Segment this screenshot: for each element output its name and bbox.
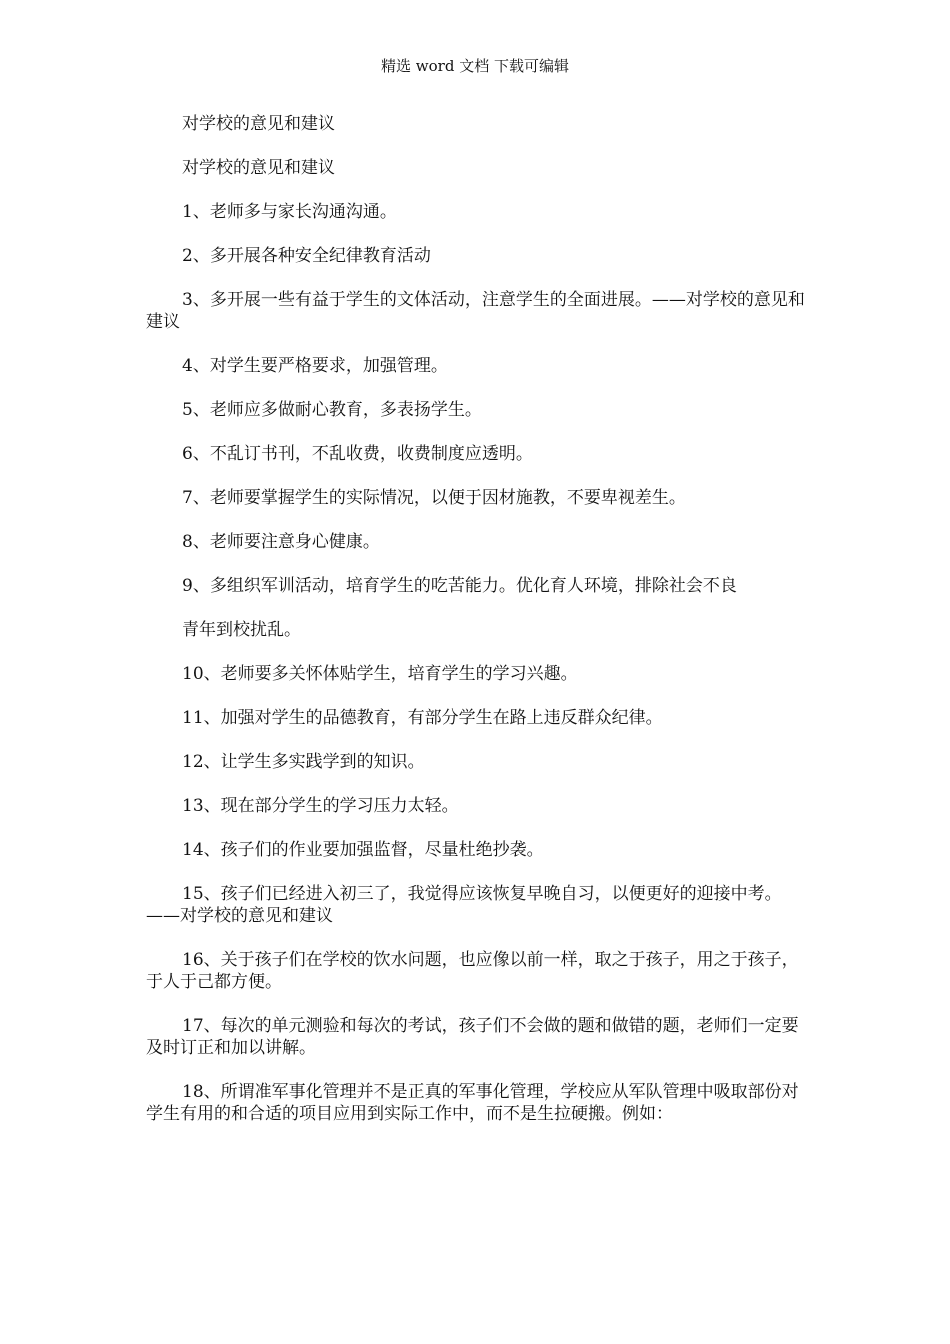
document-body: [146, 113, 806, 1147]
paragraph-5: 5、老师应多做耐心教育，多表扬学生。: [182, 400, 482, 420]
paragraph-2: 2、多开展各种安全纪律教育活动: [182, 246, 431, 266]
page-header: 精选 word 文档 下载可编辑: [381, 57, 569, 75]
paragraph-9-continued: 青年到校扰乱。: [182, 620, 301, 640]
paragraph-6: 6、不乱订书刊，不乱收费，收费制度应透明。: [182, 444, 533, 464]
paragraph-14: 14、孩子们的作业要加强监督，尽量杜绝抄袭。: [182, 840, 544, 860]
document-title: 对学校的意见和建议: [182, 114, 335, 134]
paragraph-3: 3、多开展一些有益于学生的文体活动，注意学生的全面进展。——对学校的意见和建议: [146, 290, 805, 332]
paragraph-11: 11、加强对学生的品德教育，有部分学生在路上违反群众纪律。: [182, 708, 663, 728]
paragraph-4: 4、对学生要严格要求，加强管理。: [182, 356, 448, 376]
paragraph-16: 16、关于孩子们在学校的饮水问题，也应像以前一样，取之于孩子，用之于孩子，于人于己都方便。: [146, 950, 799, 992]
paragraph-17: 17、每次的单元测验和每次的考试，孩子们不会做的题和做错的题，老师们一定要及时订正和加以讲解。: [146, 1016, 799, 1058]
paragraph-7: 7、老师要掌握学生的实际情况，以便于因材施教，不要卑视差生。: [182, 488, 686, 508]
paragraph-1: 1、老师多与家长沟通沟通。: [182, 202, 397, 222]
paragraph-10: 10、老师要多关怀体贴学生，培育学生的学习兴趣。: [182, 664, 578, 684]
paragraph-8: 8、老师要注意身心健康。: [182, 532, 380, 552]
paragraph-18: 18、所谓准军事化管理并不是正真的军事化管理，学校应从军队管理中吸取部份对学生有用的和合适的项目应用到实际工作中，而不是生拉硬搬。例如：: [146, 1082, 799, 1124]
document-subtitle: 对学校的意见和建议: [182, 158, 335, 178]
paragraph-15: 15、孩子们已经进入初三了，我觉得应该恢复早晚自习，以便更好的迎接中考。——对学校的意见和建议: [146, 884, 782, 926]
paragraph-13: 13、现在部分学生的学习压力太轻。: [182, 796, 459, 816]
paragraph-12: 12、让学生多实践学到的知识。: [182, 752, 425, 772]
paragraph-9: 9、多组织军训活动，培育学生的吃苦能力。优化育人环境，排除社会不良: [182, 576, 737, 596]
